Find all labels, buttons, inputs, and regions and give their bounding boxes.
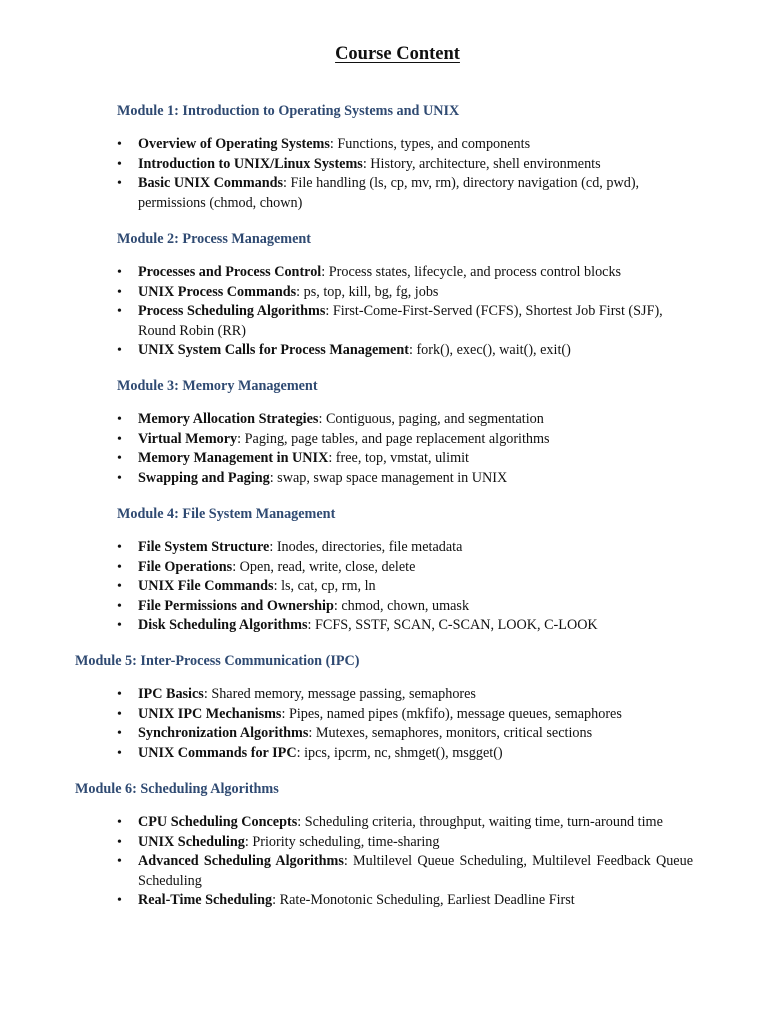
module-heading: Module 4: File System Management [117, 506, 336, 522]
module-topic-list [117, 813, 693, 911]
module-1 [117, 102, 717, 211]
topic-term: Synchronization Algorithms [138, 725, 309, 741]
topic-desc: : FCFS, SSTF, SCAN, C-SCAN, LOOK, C-LOOK [307, 617, 598, 633]
topic-term: Process Scheduling Algorithms [138, 303, 326, 319]
topic-term: Processes and Process Control [138, 264, 322, 280]
list-item [117, 135, 693, 155]
topic-desc: : Process states, lifecycle, and process control blocks [321, 264, 622, 280]
module-topic-list [117, 135, 693, 213]
module-heading: Module 6: Scheduling Algorithms [75, 781, 279, 797]
list-item [117, 597, 693, 617]
list-item [117, 744, 693, 764]
list-item [117, 577, 693, 597]
list-item [117, 263, 693, 283]
list-item [117, 341, 693, 361]
topic-desc: : Functions, types, and components [329, 136, 531, 152]
list-item [117, 685, 693, 705]
topic-term: UNIX System Calls for Process Management [138, 342, 409, 358]
topic-term: File Permissions and Ownership [138, 597, 334, 614]
list-item [117, 302, 668, 341]
module-4 [117, 505, 717, 633]
module-topic-list [117, 263, 693, 361]
list-item [117, 833, 693, 853]
topic-desc: : free, top, vmstat, ulimit [328, 450, 469, 466]
list-item [117, 616, 693, 636]
topic-term: UNIX Commands for IPC [138, 744, 297, 761]
topic-term: UNIX File Commands [138, 578, 274, 594]
topic-term: Swapping and Paging [138, 469, 270, 486]
module-heading: Module 2: Process Management [117, 231, 311, 247]
topic-desc: : Contiguous, paging, and segmentation [318, 411, 544, 427]
topic-desc: : First-Come-First-Served (FCFS), Shortest Job First (SJF), Round Robin (RR) [138, 303, 663, 339]
topic-desc: : Open, read, write, close, delete [232, 558, 416, 575]
list-item [117, 283, 693, 303]
topic-desc: : fork(), exec(), wait(), exit() [408, 342, 571, 358]
topic-term: Basic UNIX Commands [138, 175, 284, 191]
list-item [117, 449, 693, 469]
topic-desc: : chmod, chown, umask [333, 597, 470, 614]
module-heading: Module 3: Memory Management [117, 378, 318, 394]
list-item [117, 174, 648, 213]
list-item [117, 410, 693, 430]
topic-desc: : Priority scheduling, time-sharing [244, 833, 440, 850]
module-5 [75, 652, 675, 761]
list-item [117, 852, 693, 891]
module-topic-list [117, 410, 693, 488]
topic-desc: : File handling (ls, cp, mv, rm), directory navigation (cd, pwd), permissions (chmod, chown) [138, 175, 640, 211]
module-topic-list [117, 685, 693, 763]
module-topic-list [117, 538, 693, 636]
topic-term: CPU Scheduling Concepts [138, 814, 298, 830]
list-item [117, 724, 693, 744]
topic-desc: : Inodes, directories, file metadata [269, 539, 463, 555]
topic-desc: : ipcs, ipcrm, nc, shmget(), msgget() [296, 744, 503, 761]
topic-desc: : Shared memory, message passing, semaphores [203, 686, 476, 702]
module-heading: Module 1: Introduction to Operating Systems and UNIX [117, 103, 460, 119]
topic-desc: : Mutexes, semaphores, monitors, critical sections [308, 725, 593, 741]
topic-term: File Operations [138, 558, 233, 575]
topic-desc: : Pipes, named pipes (mkfifo), message queues, semaphores [281, 705, 622, 722]
topic-desc: : ps, top, kill, bg, fg, jobs [296, 283, 439, 300]
list-item [117, 813, 693, 833]
topic-desc: : Scheduling criteria, throughput, waiting time, turn-around time [297, 814, 663, 830]
topic-term: Introduction to UNIX/Linux Systems [138, 155, 363, 172]
page-title: Course Content [335, 44, 460, 64]
topic-term: UNIX IPC Mechanisms [138, 705, 282, 722]
module-2 [117, 230, 717, 358]
topic-desc: : History, architecture, shell environments [362, 155, 601, 172]
list-item [117, 705, 693, 725]
topic-term: Virtual Memory [138, 430, 238, 447]
topic-desc: : Multilevel Queue Scheduling, Multilevel Feedback Queue Scheduling [138, 853, 693, 889]
topic-term: IPC Basics [138, 686, 204, 702]
list-item [117, 558, 693, 578]
list-item [117, 538, 693, 558]
topic-term: UNIX Process Commands [138, 283, 297, 300]
list-item [117, 891, 693, 911]
topic-term: Memory Management in UNIX [138, 450, 329, 466]
list-item [117, 430, 693, 450]
topic-desc: : swap, swap space management in UNIX [269, 469, 508, 486]
module-6 [75, 780, 693, 908]
topic-term: Overview of Operating Systems [138, 136, 330, 152]
topic-term: Memory Allocation Strategies [138, 411, 319, 427]
module-3 [117, 377, 717, 486]
topic-desc: : ls, cat, cp, rm, ln [273, 578, 376, 594]
topic-term: Disk Scheduling Algorithms [138, 617, 308, 633]
topic-term: Advanced Scheduling Algorithms [138, 853, 344, 869]
topic-term: File System Structure [138, 539, 270, 555]
topic-term: Real-Time Scheduling [138, 892, 273, 908]
topic-desc: : Paging, page tables, and page replacement algorithms [237, 430, 550, 447]
topic-term: UNIX Scheduling [138, 833, 245, 850]
list-item [117, 155, 693, 175]
module-heading: Module 5: Inter-Process Communication (IPC) [75, 653, 360, 669]
list-item [117, 469, 693, 489]
topic-desc: : Rate-Monotonic Scheduling, Earliest Deadline First [272, 892, 575, 908]
